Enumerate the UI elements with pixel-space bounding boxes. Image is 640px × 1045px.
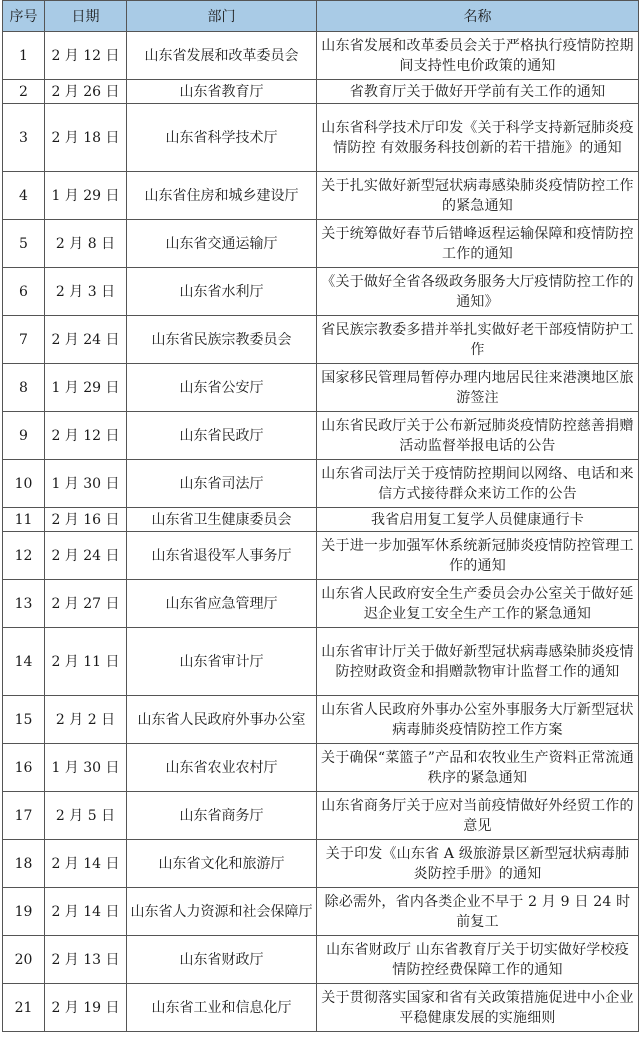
row-department: 山东省工业和信息化厅 [127,984,317,1032]
row-date: 2 月 19 日 [45,984,127,1032]
row-index: 8 [3,364,45,412]
row-department: 山东省公安厅 [127,364,317,412]
row-title: 关于统筹做好春节后错峰返程运输保障和疫情防控工作的通知 [317,220,639,268]
header-index: 序号 [3,1,45,32]
row-index: 6 [3,268,45,316]
row-index: 19 [3,888,45,936]
row-date: 2 月 24 日 [45,532,127,580]
row-title: 山东省财政厅 山东省教育厅关于切实做好学校疫情防控经费保障工作的通知 [317,936,639,984]
row-title: 国家移民管理局暂停办理内地居民往来港澳地区旅游签注 [317,364,639,412]
policy-table [2,0,639,1032]
row-index: 13 [3,580,45,628]
row-index: 21 [3,984,45,1032]
row-department: 山东省民政厅 [127,412,317,460]
row-index: 5 [3,220,45,268]
table-row [3,268,639,316]
row-index: 15 [3,696,45,744]
row-department: 山东省教育厅 [127,80,317,104]
table-row [3,744,639,792]
row-title: 省民族宗教委多措并举扎实做好老干部疫情防护工作 [317,316,639,364]
row-department: 山东省司法厅 [127,460,317,508]
row-date: 1 月 30 日 [45,744,127,792]
row-title: 山东省司法厅关于疫情防控期间以网络、电话和来信方式接待群众来访工作的公告 [317,460,639,508]
row-index: 9 [3,412,45,460]
row-index: 10 [3,460,45,508]
row-index: 7 [3,316,45,364]
row-title: 山东省人民政府安全生产委员会办公室关于做好延迟企业复工安全生产工作的紧急通知 [317,580,639,628]
row-title: 关于贯彻落实国家和省有关政策措施促进中小企业平稳健康发展的实施细则 [317,984,639,1032]
row-date: 2 月 18 日 [45,104,127,172]
row-date: 2 月 16 日 [45,508,127,532]
row-title: 山东省科学技术厅印发《关于科学支持新冠肺炎疫情防控 有效服务科技创新的若干措施》的通知 [317,104,639,172]
row-index: 2 [3,80,45,104]
table-row [3,32,639,80]
row-index: 17 [3,792,45,840]
row-index: 16 [3,744,45,792]
row-department: 山东省科学技术厅 [127,104,317,172]
table-row [3,104,639,172]
row-department: 山东省发展和改革委员会 [127,32,317,80]
row-title: 山东省人民政府外事办公室外事服务大厅新型冠状病毒肺炎疫情防控工作方案 [317,696,639,744]
row-department: 山东省退役军人事务厅 [127,532,317,580]
table-row [3,172,639,220]
table-row [3,888,639,936]
row-index: 11 [3,508,45,532]
row-date: 2 月 27 日 [45,580,127,628]
row-department: 山东省文化和旅游厅 [127,840,317,888]
row-department: 山东省交通运输厅 [127,220,317,268]
table-row [3,364,639,412]
row-department: 山东省住房和城乡建设厅 [127,172,317,220]
table-row [3,460,639,508]
row-date: 2 月 24 日 [45,316,127,364]
header-department: 部门 [127,1,317,32]
row-title: 关于进一步加强军休系统新冠肺炎疫情防控管理工作的通知 [317,532,639,580]
row-index: 4 [3,172,45,220]
row-department: 山东省人力资源和社会保障厅 [127,888,317,936]
row-index: 18 [3,840,45,888]
table-row [3,628,639,696]
table-row [3,792,639,840]
row-title: 山东省商务厅关于应对当前疫情做好外经贸工作的意见 [317,792,639,840]
table-row [3,840,639,888]
table-row [3,984,639,1032]
row-title: 山东省审计厅关于做好新型冠状病毒感染肺炎疫情防控财政资金和捐赠款物审计监督工作的通知 [317,628,639,696]
row-title: 《关于做好全省各级政务服务大厅疫情防控工作的通知》 [317,268,639,316]
row-date: 2 月 8 日 [45,220,127,268]
row-title: 我省启用复工复学人员健康通行卡 [317,508,639,532]
row-department: 山东省水利厅 [127,268,317,316]
row-date: 2 月 12 日 [45,32,127,80]
table-row [3,316,639,364]
row-date: 2 月 14 日 [45,840,127,888]
row-title: 省教育厅关于做好开学前有关工作的通知 [317,80,639,104]
row-date: 2 月 14 日 [45,888,127,936]
row-index: 3 [3,104,45,172]
row-title: 关于印发《山东省 A 级旅游景区新型冠状病毒肺炎防控手册》的通知 [317,840,639,888]
row-date: 1 月 29 日 [45,364,127,412]
table-row [3,412,639,460]
row-title: 山东省民政厅关于公布新冠肺炎疫情防控慈善捐赠活动监督举报电话的公告 [317,412,639,460]
row-date: 1 月 29 日 [45,172,127,220]
row-date: 2 月 5 日 [45,792,127,840]
row-title: 关于确保“菜篮子”产品和农牧业生产资料正常流通秩序的紧急通知 [317,744,639,792]
row-department: 山东省人民政府外事办公室 [127,696,317,744]
row-department: 山东省财政厅 [127,936,317,984]
row-index: 12 [3,532,45,580]
row-index: 14 [3,628,45,696]
table-row [3,532,639,580]
table-row [3,80,639,104]
table-row [3,508,639,532]
row-department: 山东省卫生健康委员会 [127,508,317,532]
row-date: 2 月 3 日 [45,268,127,316]
table-header-row [3,1,639,32]
table-row [3,220,639,268]
table-row [3,696,639,744]
row-title: 除必需外，省内各类企业不早于 2 月 9 日 24 时前复工 [317,888,639,936]
row-department: 山东省应急管理厅 [127,580,317,628]
row-date: 2 月 12 日 [45,412,127,460]
row-date: 2 月 26 日 [45,80,127,104]
row-index: 20 [3,936,45,984]
row-department: 山东省商务厅 [127,792,317,840]
row-department: 山东省审计厅 [127,628,317,696]
row-date: 2 月 2 日 [45,696,127,744]
row-index: 1 [3,32,45,80]
table-row [3,580,639,628]
row-department: 山东省民族宗教委员会 [127,316,317,364]
header-title: 名称 [317,1,639,32]
header-date: 日期 [45,1,127,32]
table-row [3,936,639,984]
row-date: 2 月 13 日 [45,936,127,984]
row-date: 2 月 11 日 [45,628,127,696]
row-department: 山东省农业农村厅 [127,744,317,792]
row-title: 关于扎实做好新型冠状病毒感染肺炎疫情防控工作的紧急通知 [317,172,639,220]
row-date: 1 月 30 日 [45,460,127,508]
row-title: 山东省发展和改革委员会关于严格执行疫情防控期间支持性电价政策的通知 [317,32,639,80]
